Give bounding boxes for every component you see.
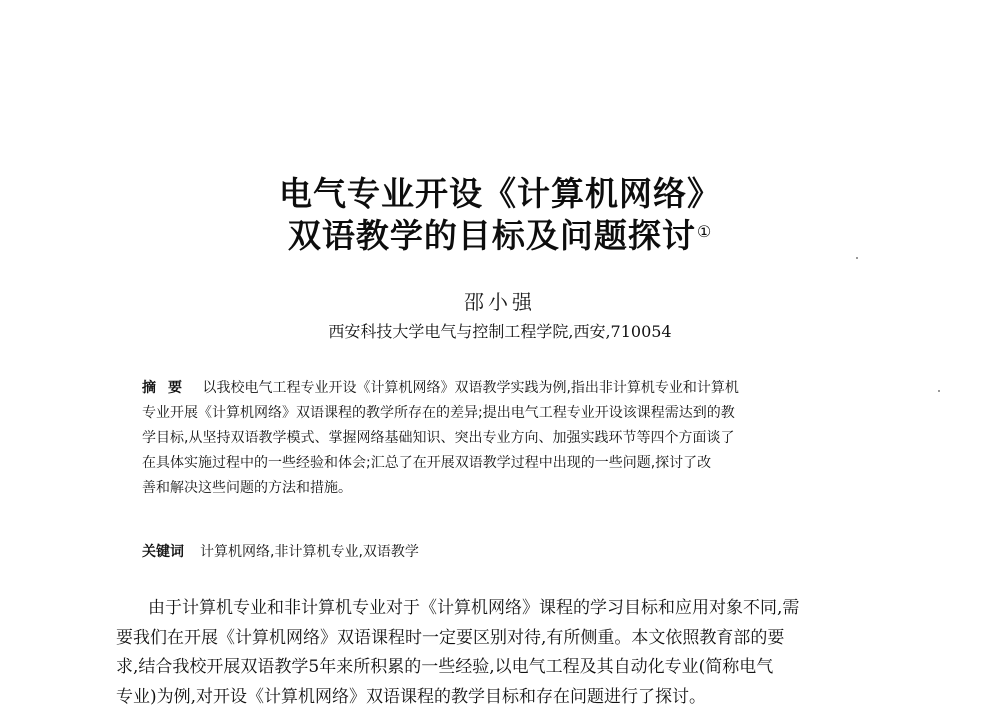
abstract-line: 善和解决这些问题的方法和措施。 [142,476,872,501]
footnote-mark: ① [697,222,712,241]
keywords [142,541,419,561]
abstract [142,376,872,501]
author-affiliation: 西安科技大学电气与控制工程学院,西安,710054 [0,319,1000,342]
paper-title-line-2 [0,214,1000,258]
body-line: 求,结合我校开展双语教学5年来所积累的一些经验,以电气工程及其自动化专业(简称电气 [116,653,916,683]
abstract-line: 在具体实施过程中的一些经验和体会;汇总了在开展双语教学过程中出现的一些问题,探讨了改 [142,451,872,476]
keywords-text: 计算机网络,非计算机专业,双语教学 [200,544,419,560]
author-name: 邵小强 [0,286,1000,315]
abstract-line [142,376,872,401]
body-line: 要我们在开展《计算机网络》双语课程时一定要区别对待,有所侧重。本文依照教育部的要 [116,624,916,654]
abstract-text: 以我校电气工程专业开设《计算机网络》双语教学实践为例,指出非计算机专业和计算机 [202,380,738,396]
body-line: 由于计算机专业和非计算机专业对于《计算机网络》课程的学习目标和应用对象不同,需 [116,594,916,624]
abstract-label: 摘要 [142,376,194,401]
abstract-line: 专业开展《计算机网络》双语课程的教学所存在的差异;提出电气工程专业开设该课程需达到的教 [142,401,872,426]
title-text-1: 电气专业开设《计算机网络》 [279,174,721,213]
title-text-2: 双语教学的目标及问题探讨 [288,216,696,255]
body-paragraph [116,594,916,712]
scan-speck [938,390,940,392]
keywords-label: 关键词 [142,541,184,561]
body-line: 专业)为例,对开设《计算机网络》双语课程的教学目标和存在问题进行了探讨。 [116,683,916,712]
paper-title-line-1 [0,172,1000,216]
abstract-line: 学目标,从坚持双语教学模式、掌握网络基础知识、突出专业方向、加强实践环节等四个方面谈了 [142,426,872,451]
scan-speck [856,257,858,259]
